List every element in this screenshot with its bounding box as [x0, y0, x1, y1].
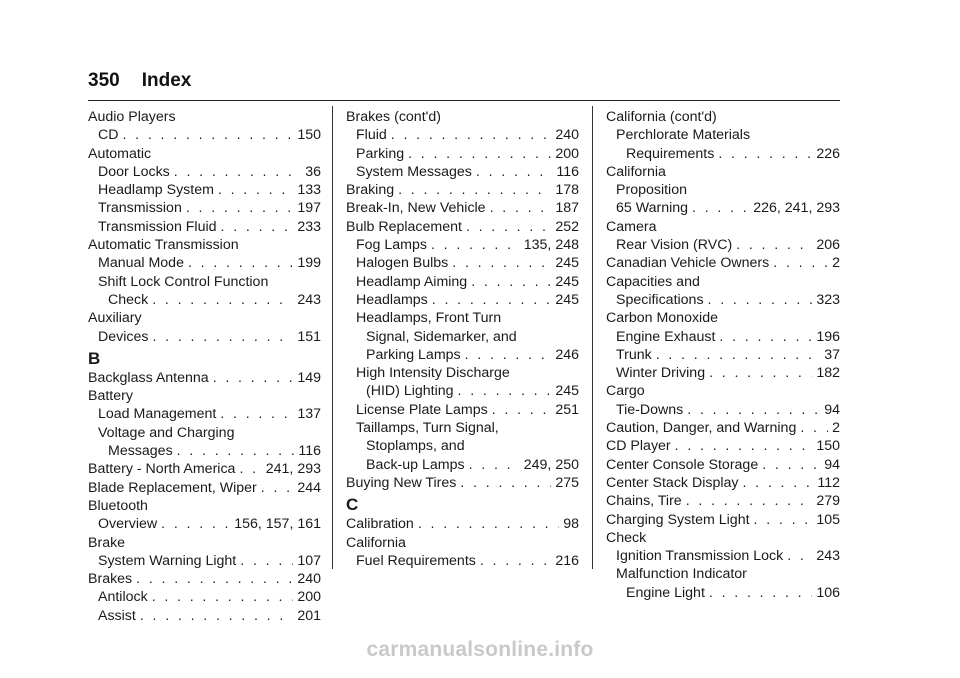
- index-entry-page: 201: [297, 607, 321, 624]
- index-entry: [606, 401, 840, 419]
- index-entry: [88, 479, 321, 497]
- index-entry-term: System Warning Light: [98, 552, 237, 569]
- dot-leader: [152, 588, 294, 606]
- page-number: 350: [88, 70, 120, 91]
- index-entry-term: Assist: [98, 607, 136, 624]
- index-entry-page: 37: [824, 346, 840, 363]
- index-entry: [606, 437, 840, 455]
- index-entry-term: Charging System Light: [606, 511, 750, 528]
- index-column-3: [606, 108, 840, 602]
- index-entry-term: Devices: [98, 328, 149, 345]
- index-entry-term: Calibration: [346, 516, 414, 533]
- index-entry-term: Fluid: [356, 127, 387, 144]
- index-entry: [346, 273, 579, 291]
- dot-leader: [656, 346, 820, 364]
- index-entry-page: 98: [563, 516, 579, 533]
- index-entry: [88, 552, 321, 570]
- index-entry: [88, 108, 321, 126]
- dot-leader: [466, 218, 551, 236]
- index-entry-term: Headlamps, Front Turn: [356, 310, 502, 327]
- dot-leader: [692, 199, 749, 217]
- index-entry: [346, 346, 579, 364]
- index-entry: [88, 387, 321, 405]
- index-entry-term: Antilock: [98, 589, 148, 606]
- index-entry-page: 116: [298, 443, 321, 460]
- index-entry-term: Carbon Monoxide: [606, 310, 718, 327]
- dot-leader: [773, 254, 828, 272]
- index-entry-page: 252: [555, 218, 579, 235]
- index-entry: [606, 529, 840, 547]
- index-entry-page: 137: [297, 406, 321, 423]
- index-entry-term: California (cont'd): [606, 109, 717, 125]
- index-entry: [88, 236, 321, 254]
- index-entry-term: Automatic: [88, 145, 152, 162]
- index-entry-page: 245: [555, 383, 579, 400]
- index-entry-term: Transmission: [98, 200, 182, 217]
- index-section-letter: B: [88, 348, 101, 368]
- index-entry: [88, 570, 321, 588]
- dot-leader: [465, 346, 552, 364]
- index-entry-term: Parking Lamps: [366, 346, 461, 363]
- index-entry: [88, 163, 321, 181]
- dot-leader: [261, 479, 294, 497]
- index-entry-page: 200: [555, 145, 579, 162]
- index-entry-term: Specifications: [616, 291, 704, 308]
- index-entry: [606, 218, 840, 236]
- index-entry-term: Auxiliary: [88, 310, 142, 327]
- index-entry: [606, 126, 840, 144]
- index-entry-term: Battery - North America: [88, 461, 236, 478]
- index-entry-term: Tie-Downs: [616, 401, 684, 418]
- index-entry-term: Shift Lock Control Function: [98, 273, 269, 290]
- index-entry-term: Trunk: [616, 346, 652, 363]
- dot-leader: [431, 236, 520, 254]
- index-entry-page: 178: [555, 182, 579, 199]
- dot-leader: [458, 382, 552, 400]
- index-entry-term: Door Locks: [98, 163, 170, 180]
- dot-leader: [213, 369, 294, 387]
- index-entry-term: Break-In, New Vehicle: [346, 200, 486, 217]
- index-entry: [88, 588, 321, 606]
- index-entry-page: 243: [816, 548, 840, 565]
- index-entry-page: 245: [555, 255, 579, 272]
- index-entry-term: System Messages: [356, 163, 472, 180]
- index-entry-term: Fog Lamps: [356, 237, 427, 254]
- page-title: Index: [141, 70, 192, 91]
- dot-leader: [480, 552, 551, 570]
- index-entry-term: Headlamp System: [98, 182, 214, 199]
- index-entry: [346, 419, 579, 437]
- index-entry: [88, 497, 321, 515]
- index-entry: [606, 309, 840, 327]
- index-entry: [606, 584, 840, 602]
- dot-leader: [152, 328, 293, 346]
- dot-leader: [177, 442, 295, 460]
- index-entry: [346, 328, 579, 346]
- dot-leader: [152, 291, 293, 309]
- page-header: [88, 70, 191, 92]
- index-entry-term: CD Player: [606, 438, 671, 455]
- index-entry-term: Transmission Fluid: [98, 218, 217, 235]
- index-entry-page: 106: [816, 584, 840, 601]
- index-entry-page: 279: [816, 493, 840, 510]
- index-entry: [606, 273, 840, 291]
- index-entry-term: 65 Warning: [616, 200, 689, 217]
- index-entry-term: Manual Mode: [98, 255, 184, 272]
- index-entry-term: Ignition Transmission Lock: [616, 548, 784, 565]
- dot-leader: [391, 126, 552, 144]
- index-entry-term: Fuel Requirements: [356, 552, 476, 569]
- index-entry-term: Check: [108, 291, 149, 308]
- index-entry: [606, 236, 840, 254]
- dot-leader: [239, 460, 261, 478]
- column-divider: [332, 106, 333, 569]
- dot-leader: [719, 328, 812, 346]
- index-entry-page: 36: [305, 163, 321, 180]
- index-entry-term: Rear Vision (RVC): [616, 237, 733, 254]
- index-entry-page: 200: [297, 589, 321, 606]
- index-entry-page: 156, 157, 161: [234, 516, 321, 533]
- index-entry-term: Load Management: [98, 406, 217, 423]
- dot-leader: [186, 199, 293, 217]
- dot-leader: [471, 273, 551, 291]
- index-entry-term: High Intensity Discharge: [356, 365, 510, 382]
- index-entry-page: 240: [555, 127, 579, 144]
- index-entry-term: Camera: [606, 218, 657, 235]
- index-entry-term: Canadian Vehicle Owners: [606, 255, 770, 272]
- index-entry-page: 206: [816, 237, 840, 254]
- index-entry: [346, 236, 579, 254]
- index-entry-page: 149: [297, 369, 321, 386]
- index-entry-term: Engine Exhaust: [616, 328, 716, 345]
- index-entry-page: 196: [816, 328, 840, 345]
- dot-leader: [490, 199, 552, 217]
- dot-leader: [709, 584, 812, 602]
- dot-leader: [188, 254, 293, 272]
- index-entry: [88, 291, 321, 309]
- column-divider: [592, 106, 593, 569]
- index-entry: [346, 181, 579, 199]
- index-entry: [606, 254, 840, 272]
- index-entry: [88, 328, 321, 346]
- index-entry: [88, 254, 321, 272]
- index-entry-term: Audio Players: [88, 109, 176, 125]
- index-entry-page: 245: [555, 291, 579, 308]
- index-entry: [346, 534, 579, 552]
- dot-leader: [136, 570, 293, 588]
- index-entry: [88, 145, 321, 163]
- index-entry: [88, 607, 321, 625]
- dot-leader: [492, 401, 552, 419]
- index-entry-term: Stoplamps, and: [366, 438, 465, 455]
- dot-leader: [174, 163, 301, 181]
- index-entry-page: 323: [816, 291, 840, 308]
- index-entry-term: Requirements: [626, 145, 715, 162]
- dot-leader: [218, 181, 293, 199]
- dot-leader: [800, 419, 828, 437]
- index-entry-page: 275: [555, 474, 579, 491]
- dot-leader: [709, 364, 812, 382]
- dot-leader: [432, 291, 552, 309]
- index-entry-term: Capacities and: [606, 273, 700, 290]
- index-entry: [88, 369, 321, 387]
- dot-leader: [398, 181, 551, 199]
- dot-leader: [687, 401, 820, 419]
- index-entry-term: Signal, Sidemarker, and: [366, 328, 517, 345]
- index-entry-page: 199: [297, 255, 321, 272]
- index-entry: [346, 456, 579, 474]
- index-entry: [88, 309, 321, 327]
- index-entry: [346, 552, 579, 570]
- dot-leader: [418, 515, 559, 533]
- index-entry: [88, 273, 321, 291]
- index-entry-page: 135, 248: [523, 237, 579, 254]
- index-entry-term: Headlamps: [356, 291, 428, 308]
- index-entry: [88, 218, 321, 236]
- index-entry-page: 112: [817, 474, 840, 491]
- index-entry: [606, 328, 840, 346]
- dot-leader: [718, 145, 812, 163]
- index-entry: [606, 364, 840, 382]
- index-entry-page: 94: [824, 456, 840, 473]
- index-entry: [88, 460, 321, 478]
- index-entry-term: Backglass Antenna: [88, 369, 209, 386]
- index-entry: [346, 254, 579, 272]
- index-entry-term: Brake: [88, 534, 126, 551]
- index-entry-term: Check: [606, 529, 647, 546]
- dot-leader: [754, 511, 813, 529]
- index-entry-term: Back-up Lamps: [366, 456, 465, 473]
- index-entry: [346, 126, 579, 144]
- index-entry: [346, 364, 579, 382]
- index-entry-term: California: [346, 534, 406, 551]
- index-entry-page: 105: [816, 511, 840, 528]
- index-entry: [346, 291, 579, 309]
- dot-leader: [476, 163, 552, 181]
- index-entry: [88, 442, 321, 460]
- index-entry-page: 226: [816, 145, 840, 162]
- index-entry: [346, 145, 579, 163]
- index-entry-page: 233: [297, 218, 321, 235]
- index-entry-term: Caution, Danger, and Warning: [606, 420, 797, 437]
- index-entry-term: Bulb Replacement: [346, 218, 462, 235]
- index-entry-page: 187: [555, 200, 579, 217]
- index-entry-page: 94: [824, 401, 840, 418]
- index-entry-term: Halogen Bulbs: [356, 255, 449, 272]
- index-entry-page: 251: [555, 401, 579, 418]
- index-section-letter: C: [346, 495, 359, 515]
- index-entry: [606, 346, 840, 364]
- index-entry-term: Malfunction Indicator: [616, 566, 747, 583]
- dot-leader: [742, 474, 813, 492]
- index-entry-term: (HID) Lighting: [366, 383, 454, 400]
- index-entry-term: Center Stack Display: [606, 474, 739, 491]
- index-entry-page: 150: [816, 438, 840, 455]
- index-entry-page: 197: [297, 200, 321, 217]
- dot-leader: [408, 145, 551, 163]
- index-entry: [606, 291, 840, 309]
- dot-leader: [161, 515, 230, 533]
- index-entry: [606, 419, 840, 437]
- index-entry-page: 133: [297, 182, 321, 199]
- index-entry-page: 2: [832, 255, 840, 272]
- watermark: carmanualsonline.info: [366, 638, 594, 661]
- dot-leader: [675, 437, 813, 455]
- index-entry-page: 243: [297, 291, 321, 308]
- index-entry-term: Parking: [356, 145, 405, 162]
- index-entry: [346, 515, 579, 533]
- index-column-2: [346, 108, 579, 570]
- index-entry-page: 240: [297, 571, 321, 588]
- index-entry-term: California: [606, 163, 666, 180]
- index-entry: [606, 565, 840, 583]
- dot-leader: [140, 607, 293, 625]
- dot-leader: [686, 492, 813, 510]
- index-entry-page: 116: [556, 163, 579, 180]
- index-entry-term: Headlamp Aiming: [356, 273, 468, 290]
- index-entry-page: 245: [555, 273, 579, 290]
- index-entry: [346, 163, 579, 181]
- index-entry-page: 241, 293: [265, 461, 321, 478]
- index-entry-term: Brakes: [88, 571, 133, 588]
- index-entry: [606, 456, 840, 474]
- index-entry: [88, 534, 321, 552]
- dot-leader: [762, 456, 820, 474]
- index-entry-term: Automatic Transmission: [88, 237, 239, 254]
- index-entry-page: 249, 250: [523, 456, 579, 473]
- index-entry-term: Brakes (cont'd): [346, 109, 441, 125]
- index-entry: [606, 547, 840, 565]
- index-entry: [346, 309, 579, 327]
- index-entry: [606, 108, 840, 126]
- index-entry: [88, 424, 321, 442]
- dot-leader: [452, 254, 551, 272]
- index-entry: [346, 108, 579, 126]
- index-entry-page: 244: [297, 479, 321, 496]
- index-entry-term: Winter Driving: [616, 365, 706, 382]
- index-entry: [606, 181, 840, 199]
- index-entry-term: Buying New Tires: [346, 474, 457, 491]
- dot-leader: [787, 547, 812, 565]
- index-entry-page: 226, 241, 293: [753, 200, 840, 217]
- index-entry-page: 2: [832, 420, 840, 437]
- index-entry-term: Chains, Tire: [606, 493, 682, 510]
- index-entry-term: Cargo: [606, 383, 645, 400]
- index-entry: [88, 199, 321, 217]
- index-entry: [346, 474, 579, 492]
- header-rule: [88, 100, 840, 101]
- index-entry: [606, 382, 840, 400]
- index-entry: [606, 199, 840, 217]
- index-entry-page: 216: [555, 552, 579, 569]
- index-entry-page: 150: [297, 127, 321, 144]
- index-entry-term: Overview: [98, 516, 158, 533]
- index-entry: [88, 126, 321, 144]
- index-entry: [606, 163, 840, 181]
- index-entry: [88, 405, 321, 423]
- index-entry-term: Bluetooth: [88, 497, 148, 514]
- index-entry: [606, 511, 840, 529]
- dot-leader: [469, 456, 520, 474]
- index-column-1: [88, 108, 321, 625]
- index-entry-term: Perchlorate Materials: [616, 127, 751, 144]
- index-entry-term: Taillamps, Turn Signal,: [356, 420, 499, 437]
- dot-leader: [736, 236, 812, 254]
- dot-leader: [123, 126, 294, 144]
- index-entry: [346, 199, 579, 217]
- index-entry-term: Braking: [346, 182, 395, 199]
- index-entry: [346, 218, 579, 236]
- index-entry-term: License Plate Lamps: [356, 401, 488, 418]
- index-entry: [346, 401, 579, 419]
- dot-leader: [460, 474, 551, 492]
- index-entry: [606, 474, 840, 492]
- index-entry: [606, 145, 840, 163]
- index-entry-page: 246: [555, 346, 579, 363]
- index-entry-term: Engine Light: [626, 584, 705, 601]
- index-entry-page: 182: [816, 365, 840, 382]
- index-entry-term: Center Console Storage: [606, 456, 759, 473]
- index-entry: [606, 492, 840, 510]
- index-entry: [88, 181, 321, 199]
- index-entry-term: Battery: [88, 388, 133, 405]
- index-entry: [346, 382, 579, 400]
- index-entry-page: 151: [297, 328, 321, 345]
- dot-leader: [708, 291, 813, 309]
- index-entry-term: Messages: [108, 443, 173, 460]
- index-entry-term: Blade Replacement, Wiper: [88, 479, 257, 496]
- index-entry-term: Proposition: [616, 182, 687, 199]
- index-entry-page: 107: [297, 552, 321, 569]
- index-entry: [346, 437, 579, 455]
- dot-leader: [221, 218, 294, 236]
- dot-leader: [240, 552, 293, 570]
- dot-leader: [220, 405, 293, 423]
- index-entry-term: Voltage and Charging: [98, 424, 235, 441]
- index-entry-term: CD: [98, 127, 119, 144]
- index-entry: [88, 515, 321, 533]
